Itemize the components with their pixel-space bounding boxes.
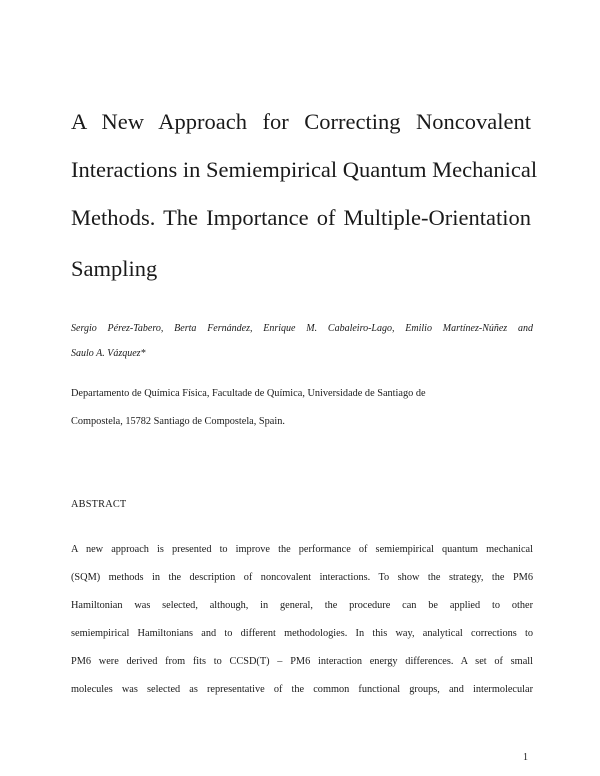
abstract-line-2: (SQM) methods in the description of noncovalent interactions. To show the strategy, the PM6	[71, 572, 533, 583]
page-number: 1	[523, 752, 528, 763]
abstract-line-1: A new approach is presented to improve the performance of semiempirical quantum mechanical	[71, 544, 533, 555]
abstract-line-6: molecules was selected as representative of the common functional groups, and intermolecular	[71, 684, 533, 695]
abstract-line-5: PM6 were derived from fits to CCSD(T) – PM6 interaction energy differences. A set of small	[71, 656, 533, 667]
authors-line-1: Sergio Pérez-Tabero, Berta Fernández, Enrique M. Cabaleiro-Lago, Emilio Martínez-Núñez and	[71, 323, 533, 334]
title-line-3: Methods. The Importance of Multiple-Orientation	[71, 205, 531, 230]
abstract-line-4: semiempirical Hamiltonians and to different methodologies. In this way, analytical corrections to	[71, 628, 533, 639]
abstract-heading: ABSTRACT	[71, 499, 127, 510]
title-line-4: Sampling	[71, 256, 158, 281]
authors-line-2: Saulo A. Vázquez*	[71, 348, 146, 359]
title-line-2: Interactions in Semiempirical Quantum Mechanical	[71, 157, 538, 182]
title-line-1: A New Approach for Correcting Noncovalent	[71, 109, 531, 134]
affiliation-line-2: Compostela, 15782 Santiago de Compostela, Spain.	[71, 416, 285, 427]
affiliation-line-1: Departamento de Química Física, Facultade de Química, Universidade de Santiago de	[71, 388, 426, 399]
abstract-line-3: Hamiltonian was selected, although, in general, the procedure can be applied to other	[71, 600, 533, 611]
